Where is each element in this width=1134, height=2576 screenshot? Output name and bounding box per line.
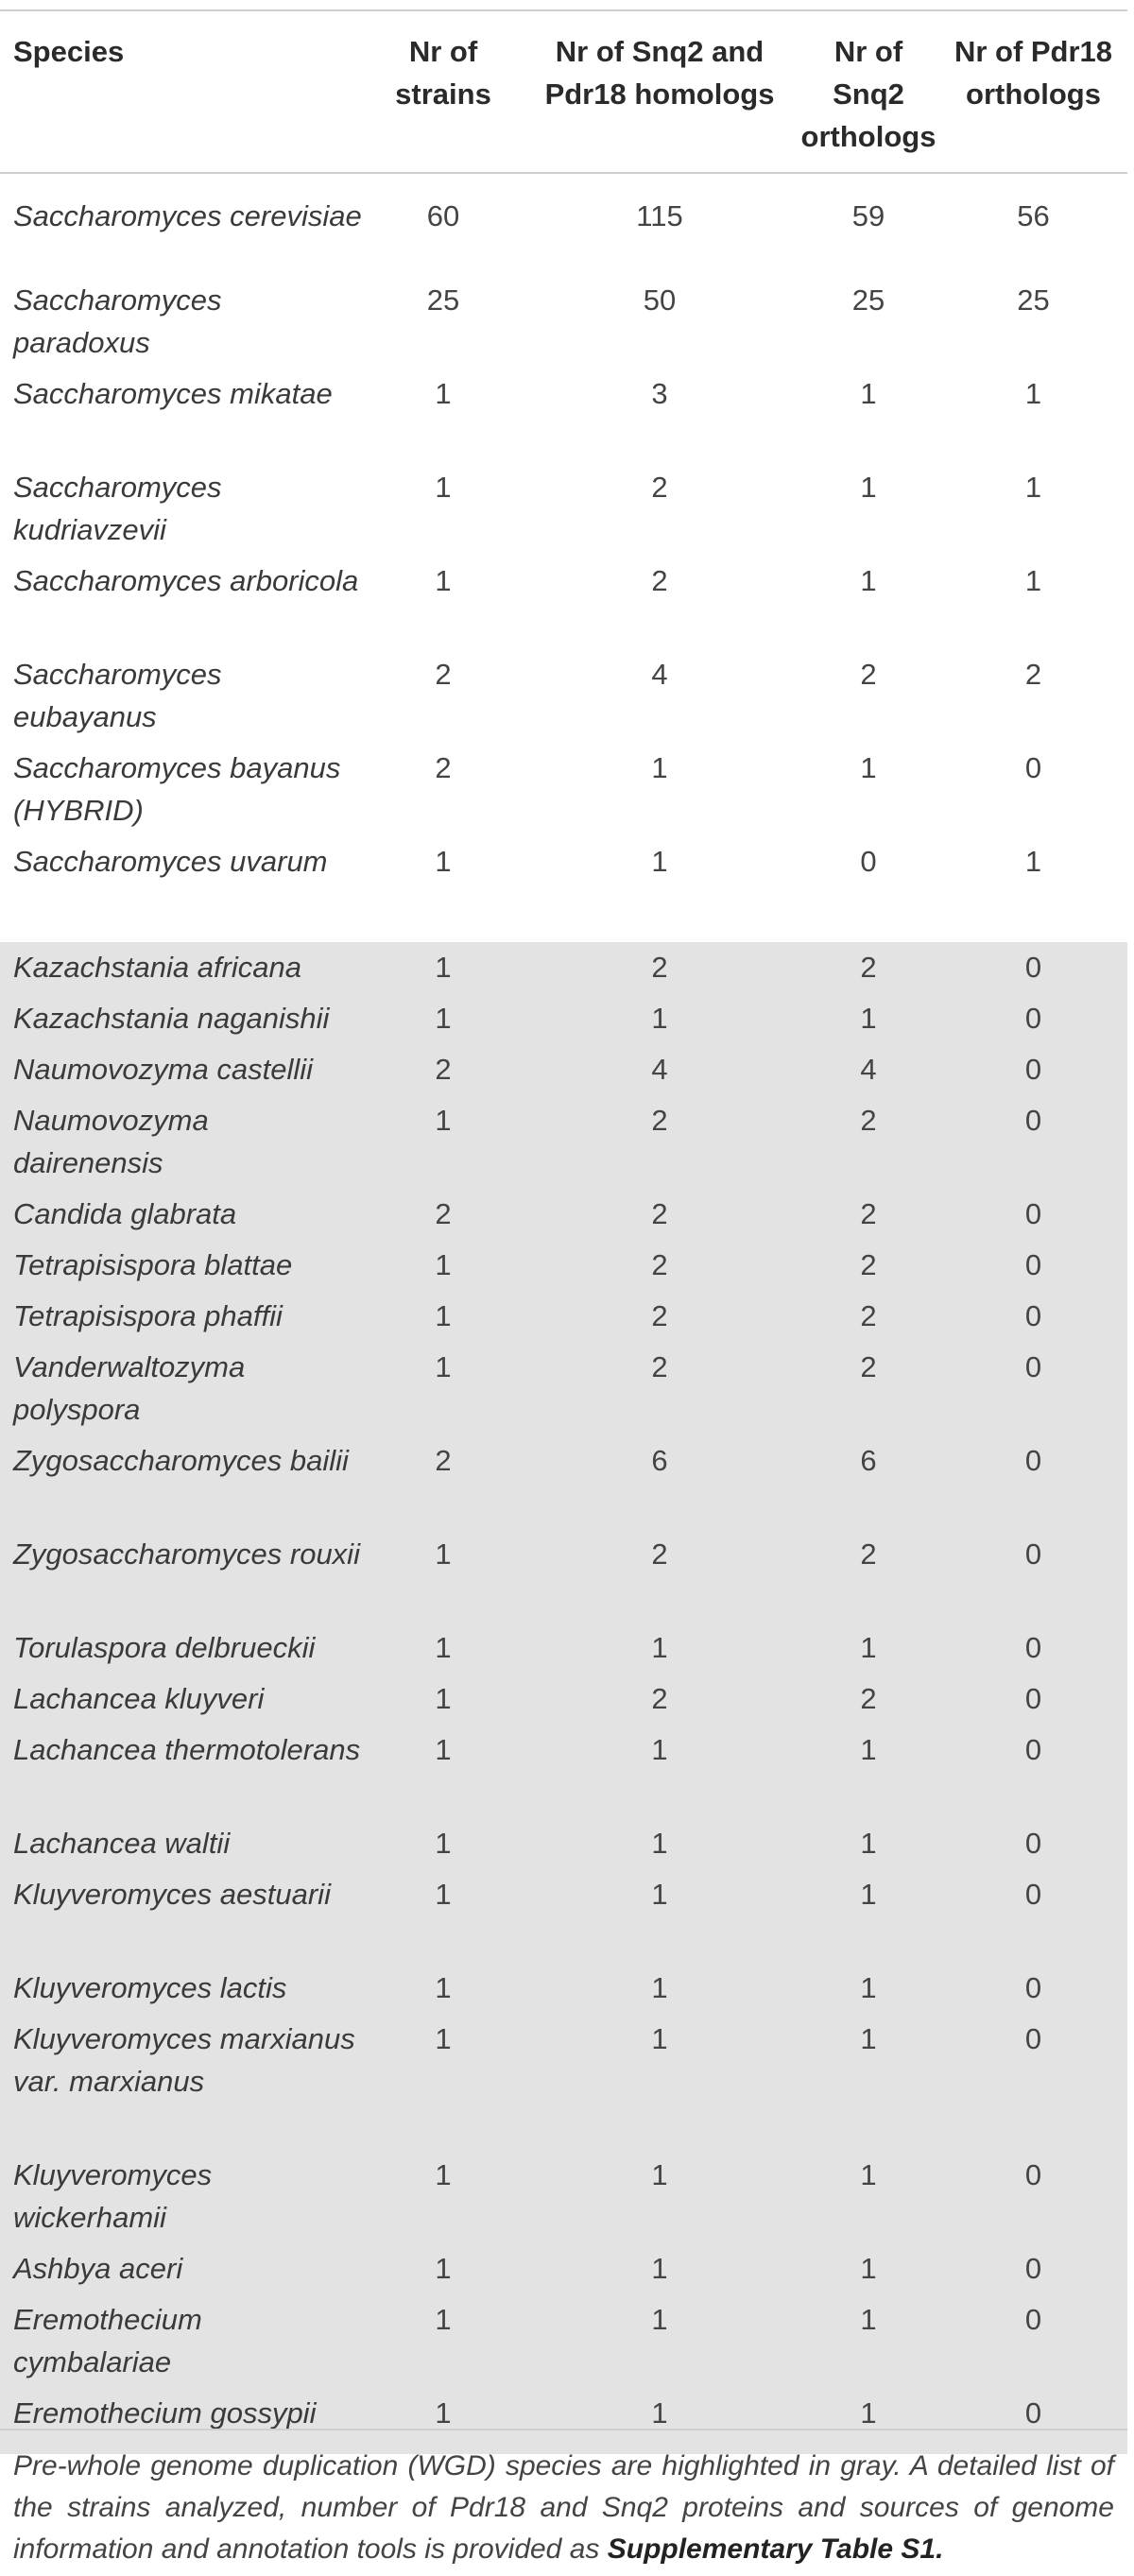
table-row <box>0 1189 1127 1240</box>
homologs-cell: 1 <box>522 2014 798 2150</box>
pdr18-cell: 0 <box>939 1435 1127 1529</box>
strains-cell: 1 <box>435 564 452 597</box>
pdr18-cell: 1 <box>1024 564 1042 597</box>
table-row <box>0 1623 1127 1674</box>
pdr18-cell: 25 <box>1017 283 1050 317</box>
table-row <box>0 649 1127 743</box>
strains-cell: 2 <box>435 658 452 691</box>
snq2-cell: 59 <box>851 199 885 232</box>
species-cell: Ashbya aceri <box>0 2243 365 2294</box>
header-homologs: Nr of Snq2 and Pdr18 homologs <box>544 35 775 111</box>
snq2-cell: 2 <box>798 942 939 993</box>
homologs-cell: 2 <box>522 1674 798 1725</box>
homologs-cell: 1 <box>522 993 798 1044</box>
snq2-cell: 2 <box>798 1291 939 1342</box>
pdr18-cell: 1 <box>1024 845 1042 878</box>
homologs-cell: 1 <box>522 2150 798 2243</box>
strains-cell: 1 <box>435 377 452 410</box>
strains-cell: 1 <box>365 1869 522 1963</box>
homologs-cell: 1 <box>522 2243 798 2294</box>
header-strains: Nr of strains <box>395 35 491 111</box>
species-cell: Kluyveromyces marxianus var. marxianus <box>0 2014 365 2150</box>
snq2-cell: 2 <box>798 1095 939 1189</box>
snq2-cell: 4 <box>798 1044 939 1095</box>
species-cell: Kluyveromyces wickerhamii <box>0 2150 365 2243</box>
species-cell: Saccharomyces uvarum <box>13 845 328 878</box>
species-cell: Eremothecium cymbalariae <box>0 2294 365 2388</box>
table-row <box>0 1963 1127 2014</box>
snq2-cell: 1 <box>798 2294 939 2388</box>
table-footnote <box>0 2429 1127 2570</box>
homologs-cell: 1 <box>522 2294 798 2388</box>
strains-cell: 2 <box>435 751 452 784</box>
snq2-cell: 2 <box>798 1342 939 1435</box>
snq2-cell: 2 <box>798 1674 939 1725</box>
species-cell: Tetrapisispora phaffii <box>0 1291 365 1342</box>
strains-cell: 1 <box>365 1291 522 1342</box>
strains-cell: 60 <box>426 199 460 232</box>
pdr18-cell: 0 <box>939 1095 1127 1189</box>
table-row <box>0 1044 1127 1095</box>
table-row <box>0 1818 1127 1869</box>
table-row <box>0 743 1127 836</box>
table-row <box>0 1095 1127 1189</box>
species-cell: Kluyveromyces lactis <box>0 1963 365 2014</box>
species-cell: Vanderwaltozyma polyspora <box>0 1342 365 1435</box>
snq2-cell: 1 <box>860 471 877 504</box>
snq2-cell: 1 <box>860 564 877 597</box>
snq2-cell: 1 <box>798 1869 939 1963</box>
homologs-cell: 4 <box>522 1044 798 1095</box>
pdr18-cell: 0 <box>939 1674 1127 1725</box>
table-row <box>0 2150 1127 2243</box>
table-row <box>0 836 1127 942</box>
table-row <box>0 369 1127 462</box>
homologs-cell: 1 <box>651 845 668 878</box>
species-cell: Saccharomyces kudriavzevii <box>13 471 222 546</box>
homologs-cell: 2 <box>522 1529 798 1623</box>
pdr18-cell: 0 <box>939 2388 1127 2454</box>
homologs-cell: 6 <box>522 1435 798 1529</box>
homologs-cell: 2 <box>522 1342 798 1435</box>
strains-cell: 1 <box>365 2014 522 2150</box>
header-pdr18-orthologs: Nr of Pdr18 orthologs <box>954 35 1113 111</box>
strains-cell: 1 <box>365 993 522 1044</box>
homologs-cell: 2 <box>522 1291 798 1342</box>
pdr18-cell: 0 <box>939 1623 1127 1674</box>
table-row <box>0 1869 1127 1963</box>
table-row <box>0 556 1127 649</box>
pdr18-cell: 0 <box>939 993 1127 1044</box>
pdr18-cell: 0 <box>1024 751 1042 784</box>
table-row <box>0 942 1127 993</box>
table-row <box>0 2243 1127 2294</box>
species-cell: Saccharomyces arboricola <box>13 564 359 597</box>
table-header <box>0 10 1127 173</box>
table-row <box>0 1725 1127 1818</box>
strains-cell: 1 <box>435 845 452 878</box>
strains-cell: 1 <box>365 942 522 993</box>
snq2-cell: 1 <box>798 2150 939 2243</box>
strains-cell: 1 <box>365 1674 522 1725</box>
homologs-cell: 1 <box>522 1963 798 2014</box>
homologs-cell: 115 <box>636 199 683 232</box>
species-cell: Lachancea waltii <box>0 1818 365 1869</box>
species-cell: Torulaspora delbrueckii <box>0 1623 365 1674</box>
table-row <box>0 1240 1127 1291</box>
snq2-cell: 0 <box>860 845 877 878</box>
strains-cell: 1 <box>435 471 452 504</box>
homologs-cell: 1 <box>522 1869 798 1963</box>
homologs-cell: 4 <box>651 658 668 691</box>
species-cell: Zygosaccharomyces bailii <box>0 1435 365 1529</box>
strains-cell: 2 <box>365 1435 522 1529</box>
pdr18-cell: 0 <box>939 2294 1127 2388</box>
homologs-cell: 3 <box>651 377 668 410</box>
homologs-cell: 2 <box>522 942 798 993</box>
pdr18-cell: 0 <box>939 1529 1127 1623</box>
species-table <box>0 9 1127 2454</box>
strains-cell: 1 <box>365 2150 522 2243</box>
pdr18-cell: 56 <box>1017 199 1050 232</box>
strains-cell: 1 <box>365 1725 522 1818</box>
snq2-cell: 1 <box>798 1623 939 1674</box>
table-row <box>0 1435 1127 1529</box>
table-row <box>0 993 1127 1044</box>
species-cell: Kluyveromyces aestuarii <box>0 1869 365 1963</box>
pdr18-cell: 0 <box>939 1725 1127 1818</box>
snq2-cell: 1 <box>798 2014 939 2150</box>
table-row <box>0 2014 1127 2150</box>
header-species: Species <box>13 35 125 68</box>
supplementary-table-ref[interactable]: Supplementary Table S1 <box>607 2533 936 2565</box>
pdr18-cell: 1 <box>1024 377 1042 410</box>
strains-cell: 1 <box>365 1240 522 1291</box>
species-cell: Lachancea thermotolerans <box>0 1725 365 1818</box>
strains-cell: 1 <box>365 1095 522 1189</box>
homologs-cell: 2 <box>522 1189 798 1240</box>
strains-cell: 1 <box>365 1342 522 1435</box>
species-cell: Naumovozyma castellii <box>0 1044 365 1095</box>
species-cell: Saccharomyces bayanus (HYBRID) <box>13 751 341 827</box>
snq2-cell: 1 <box>798 2388 939 2454</box>
species-cell: Naumovozyma dairenensis <box>0 1095 365 1189</box>
species-cell: Kazachstania africana <box>0 942 365 993</box>
pdr18-cell: 0 <box>939 1044 1127 1095</box>
homologs-cell: 2 <box>651 471 668 504</box>
pdr18-cell: 2 <box>1024 658 1042 691</box>
snq2-cell: 2 <box>798 1189 939 1240</box>
pdr18-cell: 0 <box>939 1291 1127 1342</box>
strains-cell: 1 <box>365 1818 522 1869</box>
pdr18-cell: 0 <box>939 2243 1127 2294</box>
strains-cell: 1 <box>365 1529 522 1623</box>
snq2-cell: 1 <box>860 377 877 410</box>
footnote-text: Pre-whole genome duplication (WGD) species are highlighted in gray. A detailed list of the strains analyzed, number of Pdr18 and Snq2 proteins and sources of genome information and annotation tools is provided as <box>13 2450 1114 2565</box>
table-row <box>0 1529 1127 1623</box>
snq2-cell: 1 <box>798 2243 939 2294</box>
homologs-cell: 1 <box>522 2388 798 2454</box>
table-row <box>0 1342 1127 1435</box>
strains-cell: 1 <box>365 2388 522 2454</box>
snq2-cell: 2 <box>860 658 877 691</box>
homologs-cell: 2 <box>522 1240 798 1291</box>
strains-cell: 25 <box>426 283 460 317</box>
pdr18-cell: 0 <box>939 1963 1127 2014</box>
footnote-end: . <box>936 2533 944 2565</box>
species-cell: Saccharomyces paradoxus <box>13 283 222 359</box>
snq2-cell: 2 <box>798 1240 939 1291</box>
snq2-cell: 1 <box>860 751 877 784</box>
species-cell: Eremothecium gossypii <box>0 2388 365 2454</box>
table-row <box>0 2294 1127 2388</box>
pdr18-cell: 0 <box>939 1342 1127 1435</box>
snq2-cell: 1 <box>798 1725 939 1818</box>
homologs-cell: 1 <box>522 1623 798 1674</box>
species-cell: Saccharomyces mikatae <box>13 377 333 410</box>
pdr18-cell: 0 <box>939 1869 1127 1963</box>
strains-cell: 1 <box>365 2243 522 2294</box>
pdr18-cell: 0 <box>939 2150 1127 2243</box>
homologs-cell: 1 <box>522 1725 798 1818</box>
snq2-cell: 1 <box>798 1818 939 1869</box>
strains-cell: 1 <box>365 1623 522 1674</box>
species-cell: Saccharomyces eubayanus <box>13 658 222 733</box>
snq2-cell: 1 <box>798 993 939 1044</box>
table-row <box>0 1291 1127 1342</box>
snq2-cell: 2 <box>798 1529 939 1623</box>
table-row <box>0 462 1127 556</box>
pdr18-cell: 1 <box>1024 471 1042 504</box>
table-row <box>0 173 1127 275</box>
pdr18-cell: 0 <box>939 2014 1127 2150</box>
species-cell: Zygosaccharomyces rouxii <box>0 1529 365 1623</box>
strains-cell: 2 <box>365 1189 522 1240</box>
header-snq2-orthologs: Nr of Snq2 orthologs <box>800 35 936 153</box>
snq2-cell: 1 <box>798 1963 939 2014</box>
homologs-cell: 1 <box>651 751 668 784</box>
pdr18-cell: 0 <box>939 1189 1127 1240</box>
species-cell: Kazachstania naganishii <box>0 993 365 1044</box>
pdr18-cell: 0 <box>939 942 1127 993</box>
table-row <box>0 275 1127 369</box>
strains-cell: 1 <box>365 1963 522 2014</box>
pdr18-cell: 0 <box>939 1240 1127 1291</box>
homologs-cell: 50 <box>643 283 677 317</box>
species-cell: Lachancea kluyveri <box>0 1674 365 1725</box>
species-cell: Candida glabrata <box>0 1189 365 1240</box>
homologs-cell: 1 <box>522 1818 798 1869</box>
species-cell: Saccharomyces cerevisiae <box>13 199 362 232</box>
homologs-cell: 2 <box>522 1095 798 1189</box>
species-cell: Tetrapisispora blattae <box>0 1240 365 1291</box>
strains-cell: 2 <box>365 1044 522 1095</box>
snq2-cell: 6 <box>798 1435 939 1529</box>
homologs-cell: 2 <box>651 564 668 597</box>
pdr18-cell: 0 <box>939 1818 1127 1869</box>
snq2-cell: 25 <box>851 283 885 317</box>
table-row <box>0 1674 1127 1725</box>
strains-cell: 1 <box>365 2294 522 2388</box>
